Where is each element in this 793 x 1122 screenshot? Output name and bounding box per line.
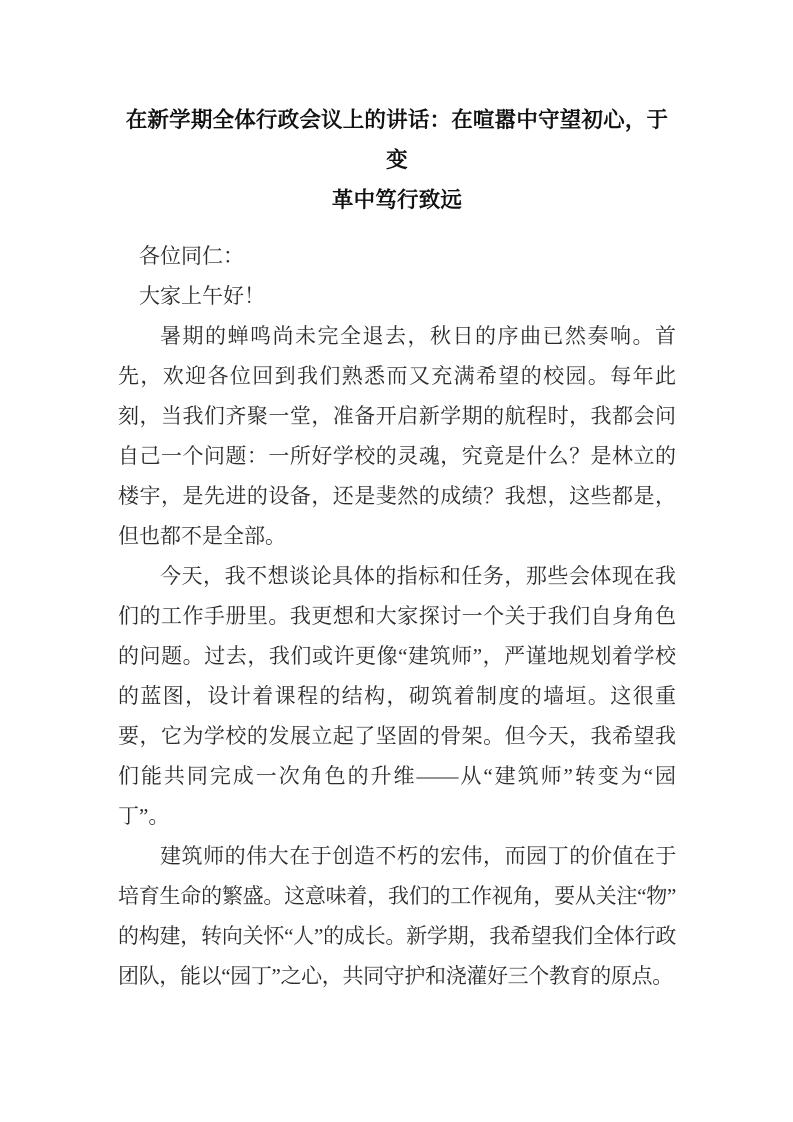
body-paragraph-2: 今天，我不想谈论具体的指标和任务，那些会体现在我们的工作手册里。我更想和大家探讨一个关于我们自身角色的问题。过去，我们或许更像“建筑师”，严谨地规划着学校的蓝图，设计着课程的结构，砌筑着制度的墙垣。这很重要，它为学校的发展立起了坚固的骨架。但今天，我希望我们能共同完成一次角色的升维——从“建筑师”转变为“园丁”。 <box>118 564 676 828</box>
document-content <box>118 0 676 996</box>
page-title <box>118 0 676 220</box>
body-paragraph-3: 建筑师的伟大在于创造不朽的宏伟，而园丁的价值在于培育生命的繁盛。这意味着，我们的工作视角，要从关注“物”的构建，转向关怀“人”的成长。新学期，我希望我们全体行政团队，能以“园丁”之心，共同守护和浇灌好三个教育的原点。 <box>118 844 676 988</box>
page-title-line-2: 革中笃行致远 <box>331 188 463 212</box>
page-title-line-1: 在新学期全体行政会议上的讲话：在喧嚣中守望初心，于变 <box>125 108 669 172</box>
salutation-line-2: 大家上午好！ <box>139 284 265 308</box>
salutation-line-1: 各位同仁： <box>139 244 244 268</box>
body-paragraph-1: 暑期的蝉鸣尚未完全退去，秋日的序曲已然奏响。首先，欢迎各位回到我们熟悉而又充满希望的校园。每年此刻，当我们齐聚一堂，准备开启新学期的航程时，我都会问自己一个问题：一所好学校的灵魂，究竟是什么？是林立的楼宇，是先进的设备，还是斐然的成绩？我想，这些都是，但也都不是全部。 <box>118 324 676 548</box>
